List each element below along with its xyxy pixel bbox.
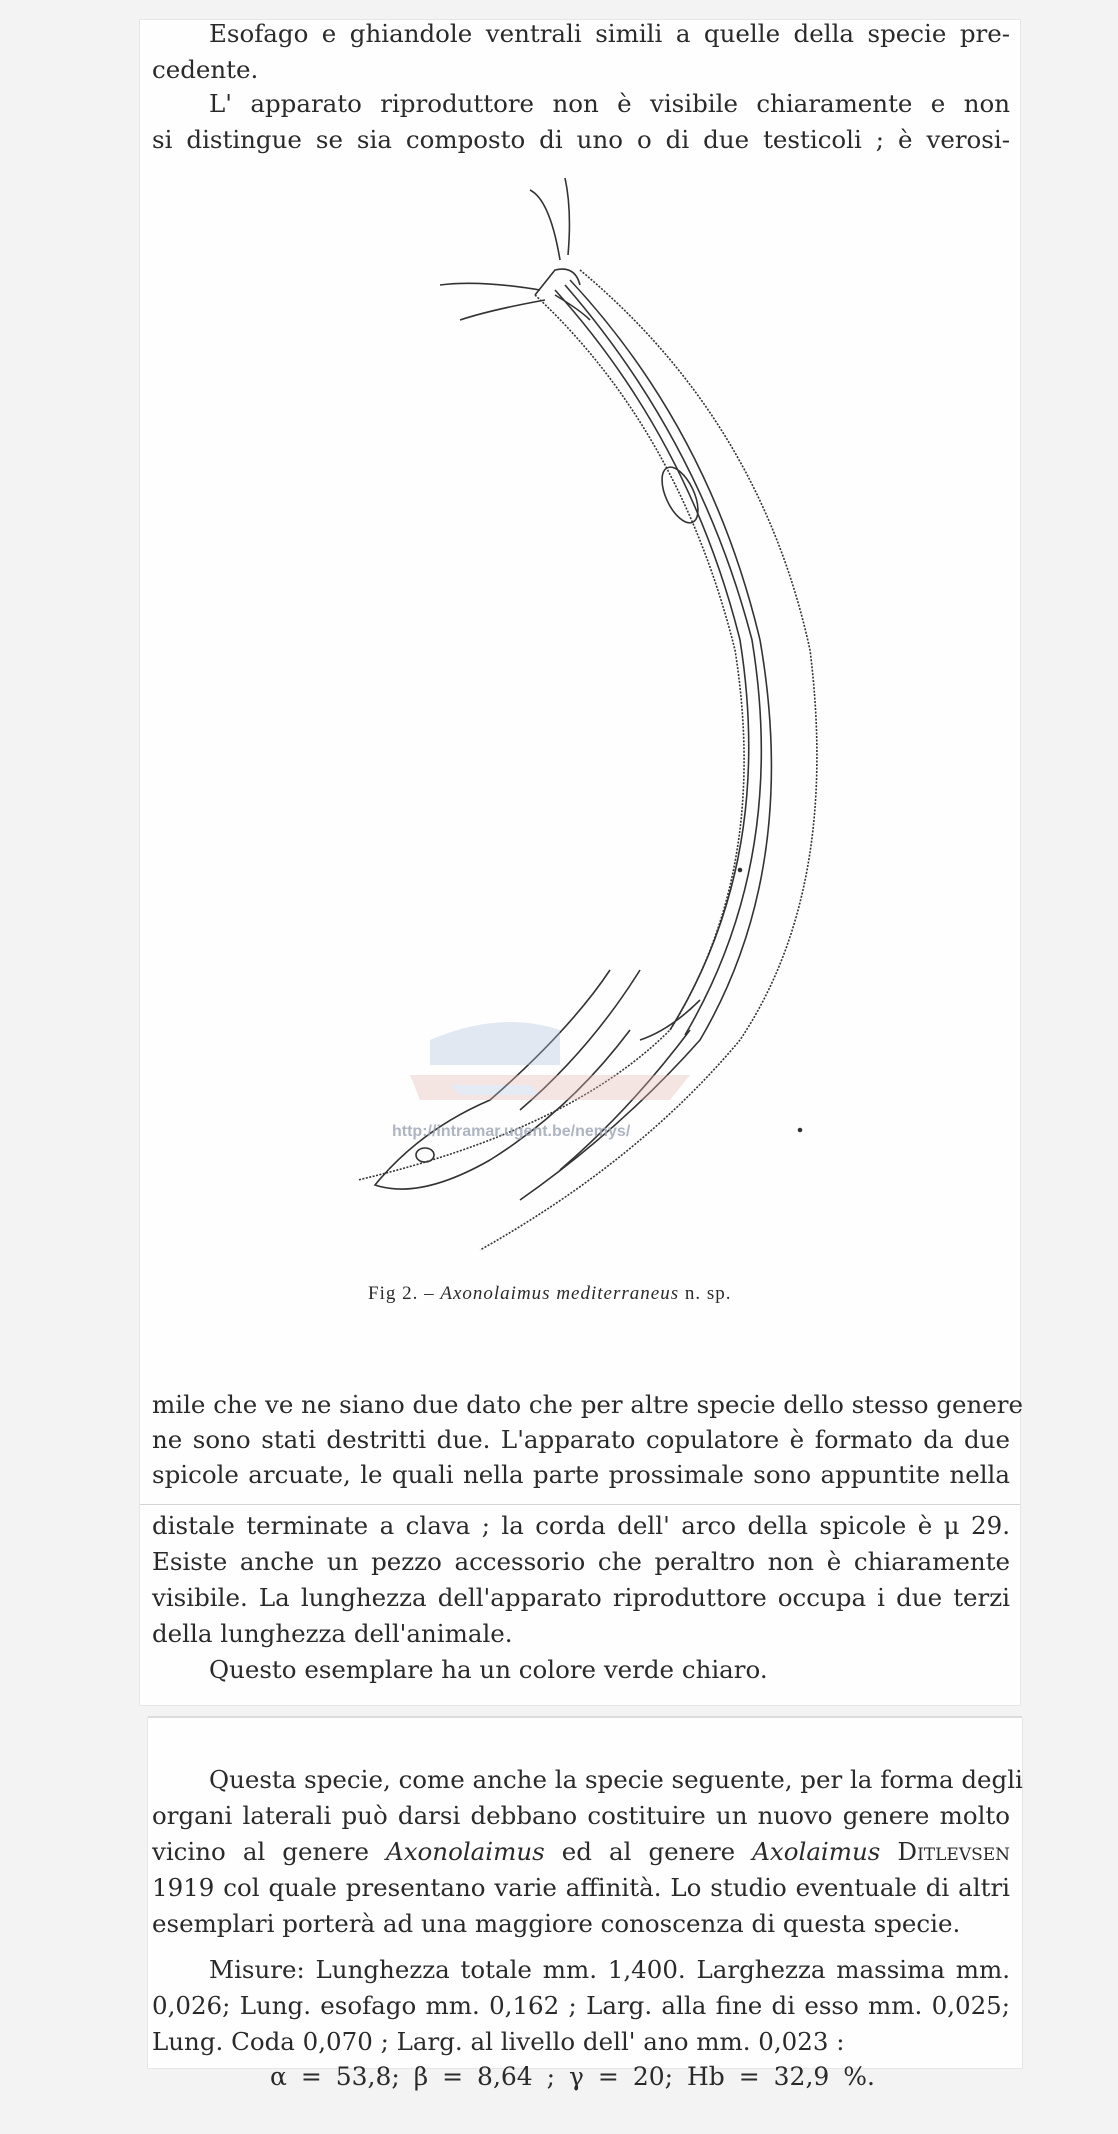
author-name: Ditlevsen xyxy=(897,1837,1011,1866)
text-line: della lunghezza dell'animale. xyxy=(152,1619,513,1648)
text-line: organi laterali può darsi debbano costituire un nuovo genere molto xyxy=(152,1801,1010,1830)
text-line: Questa specie, come anche la specie seguente, per la forma degli xyxy=(209,1765,1023,1794)
text-line: Esofago e ghiandole ventrali simili a quelle della specie pre- xyxy=(209,19,1010,48)
text-line: distale terminate a clava ; la corda dell' arco della spicole è μ 29. xyxy=(152,1511,1010,1540)
text-line: cedente. xyxy=(152,55,259,84)
watermark-url: http://intramar.ugent.be/nemys/ xyxy=(392,1123,631,1140)
caption-prefix: Fig 2. – xyxy=(368,1283,435,1304)
measurements-line: Lung. Coda 0,070 ; Larg. al livello dell' ano mm. 0,023 : xyxy=(152,2027,845,2056)
caption-suffix: n. sp. xyxy=(684,1283,732,1304)
figure-caption xyxy=(368,1283,732,1305)
text-line: L' apparato riproduttore non è visibile chiaramente e non xyxy=(209,89,1010,118)
watermark-logo xyxy=(390,990,720,1140)
measurements-line: 0,026; Lung. esofago mm. 0,162 ; Larg. alla fine di esso mm. 0,025; xyxy=(152,1991,1010,2020)
caption-species: Axonolaimus mediterraneus xyxy=(440,1283,680,1304)
genus-name: Axolaimus xyxy=(752,1837,881,1866)
text-line: visibile. La lunghezza dell'apparato riproduttore occupa i due terzi xyxy=(152,1583,1010,1612)
text-line: Questo esemplare ha un colore verde chiaro. xyxy=(209,1655,768,1684)
text-line: mile che ve ne siano due dato che per altre specie dello stesso genere xyxy=(152,1390,1023,1419)
genus-name: Axonolaimus xyxy=(386,1837,545,1866)
text-line-with-genera xyxy=(152,1834,1010,1870)
text-line: ne sono stati destritti due. L'apparato copulatore è formato da due xyxy=(152,1425,1010,1454)
genus-text: vicino al genere xyxy=(152,1837,369,1866)
ratio-formula: α = 53,8; β = 8,64 ; γ = 20; Hb = 32,9 %. xyxy=(270,2062,875,2091)
measurements-line: Misure: Lunghezza totale mm. 1,400. Larghezza massima mm. xyxy=(209,1955,1010,1984)
text-line: spicole arcuate, le quali nella parte prossimale sono appuntite nella xyxy=(152,1460,1010,1489)
genus-text: ed al genere xyxy=(561,1837,736,1866)
text-line: esemplari porterà ad una maggiore conoscenza di questa specie. xyxy=(152,1909,961,1938)
text-line: si distingue se sia composto di uno o di due testicoli ; è verosi- xyxy=(152,125,1010,154)
text-line: Esiste anche un pezzo accessorio che peraltro non è chiaramente xyxy=(152,1547,1010,1576)
text-line: 1919 col quale presentano varie affinità. Lo studio eventuale di altri xyxy=(152,1873,1010,1902)
